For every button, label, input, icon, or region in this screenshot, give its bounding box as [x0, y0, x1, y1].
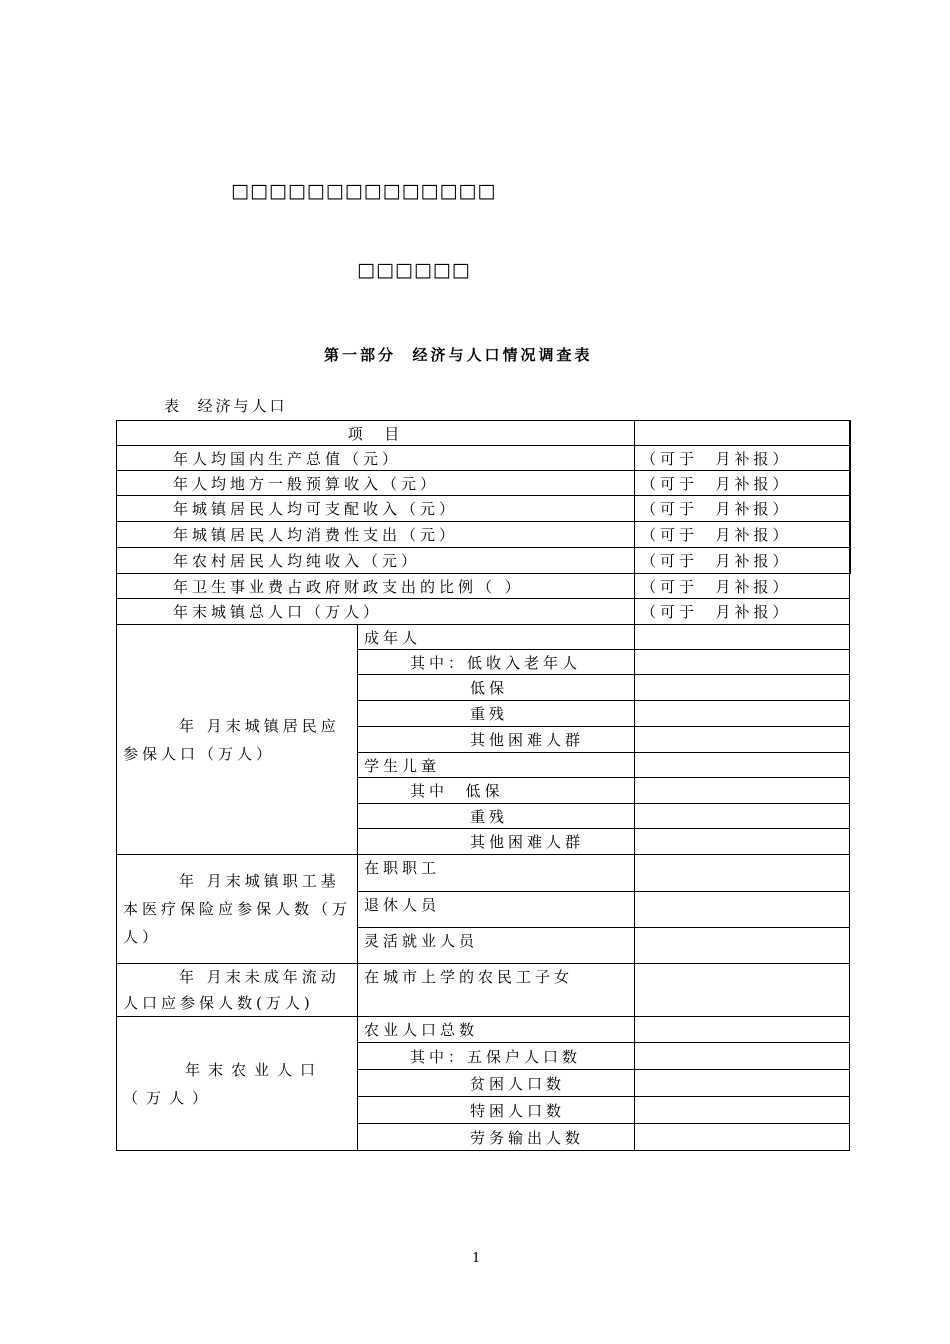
- value-cell: [635, 892, 850, 928]
- value-cell: [635, 829, 850, 855]
- table-caption: 表 经济与人口: [164, 397, 288, 415]
- document-title-line2: □□□□□□: [357, 259, 471, 281]
- sub-row-label: 其他困难人群: [358, 727, 635, 753]
- row-note: （可于 月补报）: [635, 574, 850, 599]
- table-header-row: [117, 421, 850, 446]
- table-row: [117, 625, 850, 650]
- row-note: （可于 月补报）: [635, 522, 850, 548]
- group-label-agricultural-population: 年末农业人口（万人）: [117, 1017, 358, 1151]
- value-cell: [635, 675, 850, 701]
- sub-row-label: 贫困人口数: [358, 1070, 635, 1097]
- economy-population-table: [116, 420, 851, 1151]
- sub-row-label: 农业人口总数: [358, 1017, 635, 1043]
- row-note: （可于 月补报）: [635, 471, 850, 496]
- table-row: [117, 574, 850, 599]
- table-row: [117, 522, 850, 548]
- sub-row-label: 学生儿童: [358, 753, 635, 778]
- header-item-cell: 项 目: [117, 421, 635, 446]
- table-row: [117, 471, 850, 496]
- sub-row-label: 在职职工: [358, 855, 635, 892]
- row-note: （可于 月补报）: [635, 548, 850, 574]
- row-note: （可于 月补报）: [635, 446, 850, 471]
- value-cell: [635, 1124, 850, 1151]
- document-title-line1: □□□□□□□□□□□□□□: [231, 180, 497, 202]
- row-label: 年农村居民人均纯收入（元）: [117, 548, 635, 574]
- table-row: [117, 496, 850, 522]
- sub-row-label: 灵活就业人员: [358, 928, 635, 964]
- row-label: 年城镇居民人均消费性支出（元）: [117, 522, 635, 548]
- sub-row-label: 其中：五保户人口数: [358, 1043, 635, 1070]
- table-row: [117, 446, 850, 471]
- value-cell: [635, 928, 850, 964]
- value-cell: [635, 701, 850, 727]
- group-label-migrant-minors: 年 月末未成年流动人口应参保人数(万人): [117, 964, 358, 1017]
- sub-row-label: 其他困难人群: [358, 829, 635, 855]
- sub-row-label: 重残: [358, 701, 635, 727]
- value-cell: [635, 964, 850, 1017]
- table-row: [117, 855, 850, 892]
- row-label: 年人均国内生产总值（元）: [117, 446, 635, 471]
- row-note: （可于 月补报）: [635, 599, 850, 625]
- sub-row-label: 特困人口数: [358, 1097, 635, 1124]
- value-cell: [635, 727, 850, 753]
- sub-row-label: 低保: [358, 675, 635, 701]
- sub-row-label: 重残: [358, 804, 635, 829]
- row-label: 年人均地方一般预算收入（元）: [117, 471, 635, 496]
- row-label: 年末城镇总人口（万人）: [117, 599, 635, 625]
- group-label-urban-workers: 年 月末城镇职工基本医疗保险应参保人数（万人）: [117, 855, 358, 964]
- part-heading: 第一部分 经济与人口情况调查表: [324, 346, 593, 364]
- value-cell: [635, 1070, 850, 1097]
- value-cell: [635, 625, 850, 650]
- sub-row-label: 退休人员: [358, 892, 635, 928]
- sub-row-label: 其中：低收入老年人: [358, 650, 635, 675]
- value-cell: [635, 1043, 850, 1070]
- value-cell: [635, 753, 850, 778]
- value-cell: [635, 650, 850, 675]
- table-row: [117, 964, 850, 1017]
- value-cell: [635, 778, 850, 804]
- table-row: [117, 548, 850, 574]
- header-value-cell: [635, 421, 850, 446]
- sub-row-label: 在城市上学的农民工子女: [358, 964, 635, 1017]
- sub-row-label: 其中 低保: [358, 778, 635, 804]
- row-label: 年卫生事业费占政府财政支出的比例（ ）: [117, 574, 635, 599]
- page-number: 1: [472, 1251, 481, 1266]
- value-cell: [635, 1017, 850, 1043]
- value-cell: [635, 1097, 850, 1124]
- group-label-urban-residents: 年 月末城镇居民应参保人口（万人）: [117, 625, 358, 855]
- table-row: [117, 1017, 850, 1043]
- value-cell: [635, 804, 850, 829]
- row-label: 年城镇居民人均可支配收入（元）: [117, 496, 635, 522]
- sub-row-label: 劳务输出人数: [358, 1124, 635, 1151]
- row-note: （可于 月补报）: [635, 496, 850, 522]
- table-row: [117, 599, 850, 625]
- sub-row-label: 成年人: [358, 625, 635, 650]
- value-cell: [635, 855, 850, 892]
